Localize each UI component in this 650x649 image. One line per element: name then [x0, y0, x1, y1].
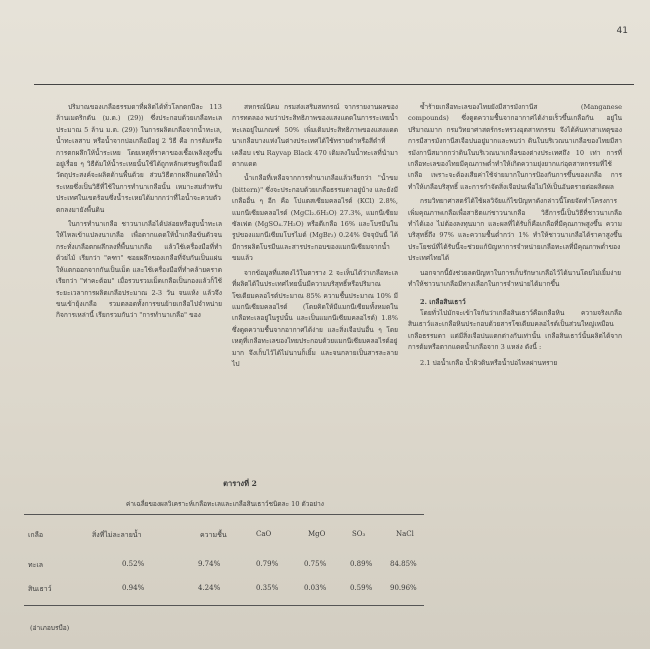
page-number: 41 — [616, 26, 628, 36]
section-title: เกลือสินเธาว์ — [429, 297, 466, 306]
table-caption: ค่าเฉลี่ยของผลวิเคราะห์เกลือทะเลและเกลือสินเธาว์ชนิดละ 10 ตัวอย่าง — [126, 500, 324, 508]
paragraph: ในการทำนาเกลือ ชาวนาเกลือได้ปล่อยหรือสูบน้ำทะเลให้ไหลเข้าแปลงนาเกลือ เพื่อตากแดดให้น้ำเกลือข้นตัวจนกระทั่งเกลือตกผลึกลงที่พื้นนาเกลือ แล้วใช้เครื่องมือที่ทำด้วยไม้ เรียกว่า "คฑา" ซอยผลึกของเกลือที่จับกันเป็นแผ่นให้แตกออกจากกันเป็นเม็ด และใช้เครื่องมือที่ทำคล้ายคราด เรียกว่า "ท่าคะต้อม" เมื่อรวบรวมเม็ดเกลือเป็นกองแล้วก็ใช้ ระยะเวลาการผลิตเกลือประมาณ 2-3 วัน จนแห้ง แล้วจึงขนเข้ายุ้งเกลือ รวมตลอดทั้งการขนย้ายเกลือไปจำหน่าย กิจการเหล่านี้ เรียกรวมกันว่า "การทำนาเกลือ" ของ — [56, 220, 222, 320]
text-column-2 — [232, 102, 398, 373]
table-cell: 0.59% — [350, 584, 373, 592]
paragraph: น้ำเกลือที่เหลือจากการทำนาเกลือแล้วเรียกว่า "น้ำขม (bittern)" ซึ่งจะประกอบด้วยเกลือธรรมดาอยู่บ้าง และยังมีเกลืออื่น ๆ อีก คือ โปแตสเซียมคลอไรด์ (KCl) 2.8%, แมกนีเซียมคลอไรด์ (MgCl₂.6H₂O) 27.3%, แมกนีเซียมซัลเฟต (MgSO₄.7H₂O) หรือดีเกลือ 16% และโบรมีนในรูปของแมกนีเซียมโบรไมด์ (MgBr₂) 0.24% ปัจจุบันนี้ ได้มีการผลิตโบรมีนและสารประกอบของแมกนีเซียมจากน้ำขมแล้ว — [232, 174, 398, 263]
table-cell: 84.85% — [390, 560, 417, 568]
section-heading — [408, 297, 622, 308]
table-header-row — [24, 530, 424, 544]
table-cell: 0.79% — [256, 560, 279, 568]
table-header-cell: NaCl — [396, 530, 414, 538]
table-cell: 0.75% — [304, 560, 327, 568]
table-title: ตารางที่ 2 — [223, 479, 257, 488]
table-cell: 0.89% — [350, 560, 373, 568]
table-row — [24, 584, 424, 598]
text-column-3 — [408, 102, 622, 369]
table-cell: 0.94% — [122, 584, 145, 592]
paragraph: ซ้ำร้ายเกลือทะเลของไทยยังมีสารมังกานีส (Manganese compounds) ซึ่งดูดความชื้นจากอากาศได้ง่ายเร็วขึ้นเกลือกัน อยู่ในปริมาณมาก กรมวิทยาศาสตร์กระทรวงอุตสาหกรรม จึงได้ค้นหาสาเหตุของการมีสารมังกานีสเจือปนอยู่มากและพบว่า ดินในบริเวณนาเกลือของไทยมีสารมังกานีสมากกว่าดินในบริเวณนาเกลือของต่างประเทศถึง 10 เท่า การที่เกลือทะเลของไทยมีคุณภาพต่ำทำให้เกิดความยุ่งยากแก่อุตสาหกรรมที่ใช้เกลือ เพราะจะต้องเสียค่าใช้จ่ายมากในการป้องกันการขึ้นของเกลือ การทำให้เกลือบริสุทธิ์ และการกำจัดสิ่งเจือปนเพื่อไม่ให้เป็นอันตรายต่อผลิตผล — [408, 103, 622, 191]
paragraph: ปริมาณของเกลือธรรมดาที่ผลิตได้ทั่วโลกตกปีละ 113 ล้านเมตริกตัน (ม.ต.) (29)) ซึ่งประกอบด้วยเกลือทะเล ประมาณ 5 ล้าน ม.ต. (29)) ในการผลิตเกลือจากน้ำทะเล, น้ำทะเลสาบ หรือน้ำจากบ่อเกลือมีอยู่ 2 วิธี คือ การต้มหรือการตกผลึกให้น้ำระเหย โดยเหตุที่ราคาของเชื้อเพลิงสูงขึ้นอยู่เรื่อย ๆ วิธีต้มให้น้ำระเหยนั้นใช้ได้ถูกหลักเศรษฐกิจเมื่อมีวัตถุประสงค์จะผลิตด้านพื้นด้วย ส่วนวิธีตากผลึกแดดให้น้ำระเหยซึ่งเป็นวิธีที่ใช้ในการทำนาเกลือนั้น เหมาะสมสำหรับประเทศในเขตร้อนซึ่งน้ำระเหยได้มากกว่าที่ไอน้ำจะควบตัวตกลงมายังพื้นดิน — [56, 103, 222, 214]
table-cell: 9.74% — [198, 560, 221, 568]
table-cell: สินเธาว์ — [28, 585, 52, 593]
table-cell: 0.52% — [122, 560, 145, 568]
table-row — [24, 560, 424, 574]
table-footnote: (อ่าเภอบรบือ) — [30, 624, 70, 632]
table-header-cell: เกลือ — [28, 531, 44, 539]
table-header-cell: CaO — [256, 530, 272, 538]
paragraph: กรมวิทยาศาสตร์ได้ใช้ผลวิจัยแก้ไขปัญหาดังกล่าวนี้โดยจัดทำโครงการเพิ่มคุณภาพเกลือเพื่อสาธิตแก่ชาวนาเกลือ วิธีการนี้เป็นวิธีที่ชาวนาเกลือทำได้เอง ไม่ต้องลงทุนมาก และผลที่ได้รับก็คือเกลือที่มีคุณภาพสูงขึ้น ความบริสุทธิ์ถึง 97% และความชื้นต่ำกว่า 1% ทำให้ชาวนาเกลือได้ราคาสูงขึ้น ประโยชน์ที่ได้รับนี้จะช่วยแก้ปัญหาการจำหน่ายเกลือทะเลที่มีคุณภาพต่ำของประเทศไทยได้ — [408, 197, 622, 263]
table-cell: ทะเล — [28, 561, 44, 569]
paragraph: จากข้อมูลที่แสดงไว้ในตาราง 2 จะเห็นได้ว่าเกลือทะเลที่ผลิตได้ในประเทศไทยนั้นมีความบริสุทธิ์หรือปริมาณโซเดียมคลอไรด์ประมาณ 85% ความชื้นประมาณ 10% มีแมกนีเซียมคลอไรด์ (โดยคิดให้มีแมกนีเซียมทั้งหมดในเกลือทะเลอยู่ในรูปนั้น และเป็นแมกนีเซียมคลอไรด์) 1.8% ซึ่งดูดความชื้นจากอากาศได้ง่าย และสิ่งเจือปนอื่น ๆ โดยเหตุที่เกลือทะเลของไทยประกอบด้วยแมกนีเซียมคลอไรด์อยู่มาก จึงเก็บไว้ได้ไม่นานก็เยิ้ม และจนกลายเป็นสารละลายไป — [232, 268, 398, 368]
subsection-heading: 2.1 บ่อน้ำเกลือ น้ำผิวดินหรือน้ำบ่อไหลผ่านทราย — [420, 358, 558, 367]
table-header-cell: MgO — [308, 530, 326, 538]
table-header-cell: สิ่งที่ไม่ละลายน้ำ — [92, 531, 142, 539]
text-column-1 — [56, 102, 222, 325]
table-header-cell: SO₃ — [352, 530, 366, 538]
table-cell: 0.35% — [256, 584, 279, 592]
table-cell: 4.24% — [198, 584, 221, 592]
section-number: 2. — [420, 297, 427, 306]
table-cell: 90.96% — [390, 584, 417, 592]
table-bottom-rule — [24, 605, 424, 606]
table-cell: 0.03% — [304, 584, 327, 592]
paragraph: นอกจากนี้ยังช่วยลดปัญหาในการเก็บรักษาเกลือไว้ได้นานโดยไม่เยิ้มง่าย ทำให้ชาวนาเกลือมีทางเลือกในการจำหน่ายได้มากขึ้น — [408, 268, 621, 289]
paragraph: สหกรณ์นิคม กรมส่งเสริมสหกรณ์ จากรายงานผลของการทดลอง พบว่าประสิทธิภาพของแสงแดดในการระเหยน้ำทะเลอยู่ในเกณฑ์ 50% เพิ่มเติมประสิทธิภาพของแสงแดด นาเกลือบางแห่งในต่างประเทศได้ใช้ทรายดำหรือสีดำที่เคลือบ เช่น Rayvap Black 470 เติมลงในน้ำทะเลที่นำมาตากแดด — [232, 103, 398, 169]
table-header-cell: ความชื้น — [200, 531, 227, 539]
table-top-rule — [24, 514, 424, 515]
header-rule — [34, 84, 634, 85]
paragraph: โดยทั่วไปมักจะเข้าใจกันว่าเกลือสินเธาว์คือเกลือหิน ความจริงเกลือสินเธาว์และเกลือหินประกอบด้วยสารโซเดียมคลอไรด์เป็นส่วนใหญ่เหมือนเกลือธรรมดา แต่มีสิ่งเจือปนแตกต่างกันเท่านั้น เกลือสินเธาว์นั้นผลิตได้จากการต้มหรือตากแดดน้ำเกลือจาก 3 แหล่ง ดังนี้ : — [408, 308, 622, 352]
